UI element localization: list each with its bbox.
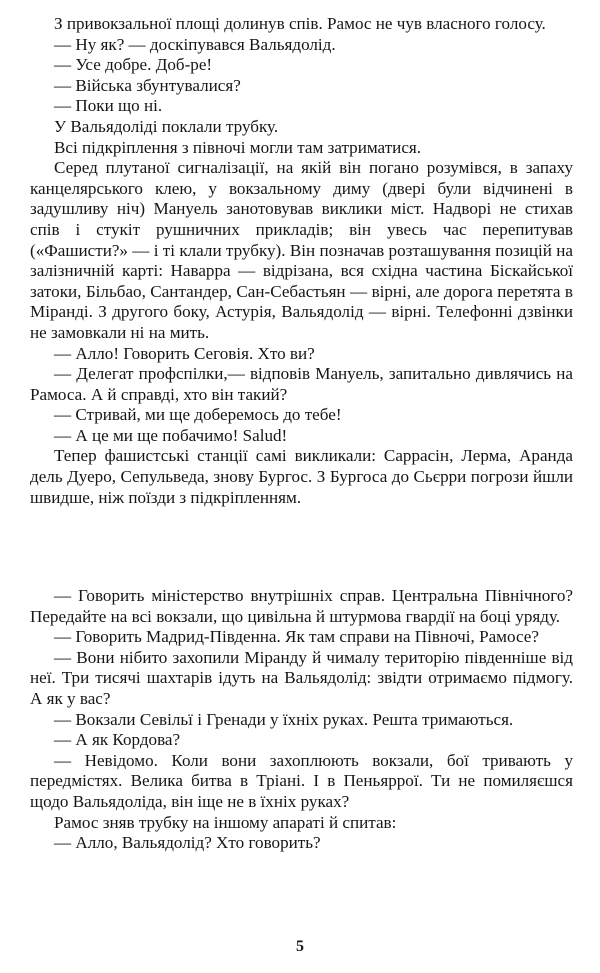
dialogue-line: — Вокзали Севільї і Гренади у їхніх руках. Решта тримаються.: [54, 709, 514, 729]
dialogue-line: — Стривай, ми ще доберемось до тебе!: [54, 405, 342, 425]
dialogue-line: — Говорить Мадрид-Південна. Як там справи на Півночі, Рамосе?: [54, 627, 539, 647]
dialogue-line: — А як Кордова?: [54, 730, 181, 750]
text-block-bottom: [30, 586, 573, 854]
dialogue-line: — Військa збунтувалися?: [54, 75, 241, 95]
page-number: 5: [296, 938, 304, 955]
dialogue-line: — Усе добре. Доб-ре!: [54, 55, 213, 75]
paragraph: З привокзальної площі долинув спів. Рамос не чув власного голосу.: [54, 14, 546, 33]
dialogue-line: — А це ми ще побачимо! Salud!: [54, 425, 288, 445]
paragraph: Тепер фашистські станції самі викликали: Саррасін, Лерма, Аранда дель Дуеро, Сепульведа, знову Бургос. З Бургоса до Сьєрри погрози йшли швидше, ніж поїзди з підкріпленням.: [30, 446, 573, 507]
paragraph: Всі підкріплення з півночі могли там затриматися.: [54, 137, 422, 157]
paragraph: Серед плутаної сигналізації, на якій він погано розумівся, в запаху канцелярського клею, у вокзальному диму (двері були відчинені в задушливу ніч) Мануель занотовував виклики міст. Надворі не стихав спів і стукіт рушничних прикладів; він увесь час перепитував («Фашисти?» — і ті клали трубку). Він позначав розташування позицій на залізничній карті: Наварра — відрізана, вся східна частина Біскайської затоки, Більбао, Сантандер, Сан-Себастьян — вірні, але дорога перетята в Міранді. З другого боку, Астурія, Вальядолід — вірні. Телефонні дзвінки не замовкали ні на мить.: [30, 158, 573, 342]
dialogue-line: — Алло, Вальядолід? Хто говорить?: [54, 833, 321, 853]
text-block-top: [30, 14, 573, 508]
paragraph: Рамос зняв трубку на іншому апараті й спитав:: [54, 812, 397, 832]
dialogue-line: — Алло! Говорить Сеговія. Хто ви?: [54, 343, 315, 363]
dialogue-line: — Вони нібито захопили Міранду й чималу територію південніше від неї. Три тисячі шахтарів ідуть на Вальядолід: звідти отримаємо підмогу. А як у вас?: [30, 647, 573, 708]
dialogue-line: — Делегат профспілки,— відповів Мануель, запитально дивлячись на Рамоса. А й справді, хто він такий?: [30, 364, 573, 404]
paragraph: У Вальядоліді поклали трубку.: [54, 116, 279, 136]
dialogue-line: — Невідомо. Коли вони захоплюють вокзали, бої тривають у передмістях. Велика битва в Тріані. І в Пеньяррої. Ти не помиляєшся щодо Вальядоліда, він іще не в їхніх руках?: [30, 750, 573, 811]
dialogue-line: — Поки що ні.: [54, 96, 163, 116]
dialogue-line: — Говорить міністерство внутрішніх справ. Центральна Північного? Передайте на всі вокзали, що цивільна й штурмова гвардії на боці уряду.: [30, 586, 573, 626]
dialogue-line: — Ну як? — доскіпувався Вальядолід.: [54, 34, 336, 54]
